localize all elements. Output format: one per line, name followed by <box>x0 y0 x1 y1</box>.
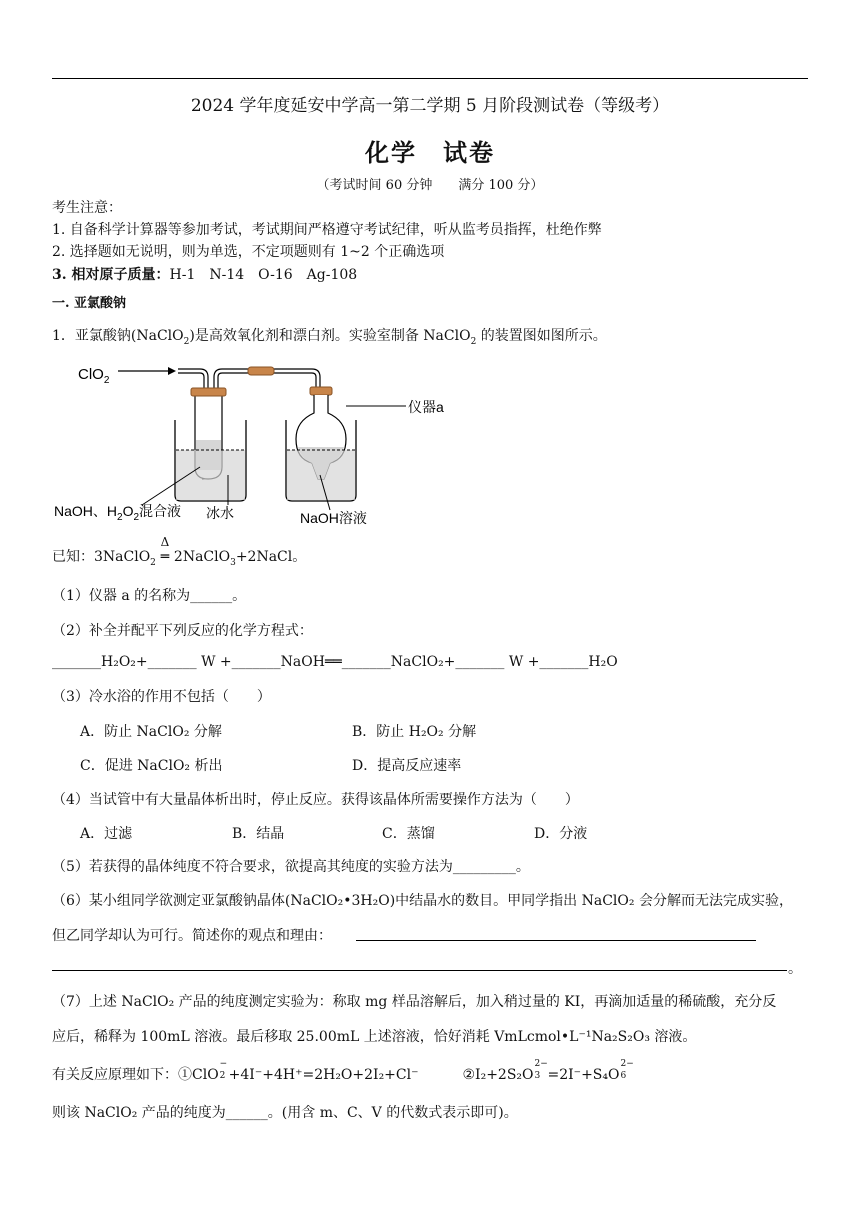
gas-arrow-head <box>168 367 176 375</box>
tetrathionate-charge: 2− <box>620 1059 634 1069</box>
q1-4-option-c: C．蒸馏 <box>382 826 435 842</box>
intro-part-c: 的装置图如图所示。 <box>476 328 607 344</box>
apparatus-diagram <box>50 355 470 530</box>
ice-water-fill <box>176 450 245 500</box>
header-rule <box>52 78 808 79</box>
question-1-5: （5）若获得的晶体纯度不符合要求，欲提高其纯度的实验方法为_________。 <box>52 859 530 875</box>
reaction-2-prefix: ②I₂+2S₂O <box>462 1067 534 1083</box>
q1-4-option-b: B．结晶 <box>232 826 285 842</box>
subject-title: 化学 试卷 <box>365 138 495 167</box>
question-1-2-equation: _______H₂O₂+_______ W +_______NaOH══_______NaClO₂+_______ W +_______H₂O <box>52 654 618 670</box>
question-1-1: （1）仪器 a 的名称为______。 <box>52 588 247 604</box>
question-1-3: （3）冷水浴的作用不包括（ ） <box>52 689 271 705</box>
mix-label: NaOH、$H_2O_2$混合液 <box>54 503 182 523</box>
known-equation: 已知：3NaClO$_2$ Δ ═ 2NaClO$_3$+2NaCl。 <box>52 535 307 568</box>
intro-part-a: 1．亚氯酸钠(NaClO <box>52 328 184 344</box>
school-title: 2024 学年度延安中学高一第二学期 5 月阶段测试卷（等级考） <box>190 96 670 116</box>
q1-4-option-d: D．分液 <box>534 826 588 842</box>
q1-3-option-a: A．防止 NaClO₂ 分解 <box>80 724 222 740</box>
notice-heading: 考生注意： <box>52 200 122 216</box>
notice-item-2: 2. 选择题如无说明，则为单选，不定项题则有 1~2 个正确选项 <box>52 244 445 260</box>
notice-item-3-values: H-1 N-14 O-16 Ag-108 <box>169 267 358 283</box>
reaction-2-rest: =2I⁻+S₄O <box>547 1067 620 1083</box>
rubber-joint <box>248 367 274 375</box>
thiosulfate-charge: 2− <box>534 1059 548 1069</box>
notice-item-3-label: 3. 相对原子质量： <box>52 267 170 283</box>
tetrathionate-sub: 6 <box>620 1071 627 1081</box>
section-heading: 一. 亚氯酸钠 <box>52 296 127 311</box>
thiosulfate-ion-charge <box>534 1059 548 1081</box>
question-1-intro: 1．亚氯酸钠(NaClO$_2$)是高效氧化剂和漂白剂。实验室制备 NaClO$_2$ 的装置图如图所示。 <box>52 328 607 347</box>
chlorite-charge: − <box>219 1059 228 1069</box>
q1-3-option-d: D．提高反应速率 <box>352 758 462 774</box>
tube-stopper <box>191 388 226 396</box>
known-prefix: 已知：3NaClO <box>52 549 151 565</box>
known-suffix-2: +2NaCl。 <box>235 549 307 565</box>
question-1-4: （4）当试管中有大量晶体析出时，停止反应。获得该晶体所需要操作方法为（ ） <box>52 792 579 808</box>
tetrathionate-ion-charge <box>619 1059 634 1081</box>
naoh-solution-label: NaOH溶液 <box>300 510 367 526</box>
clo2-label: ClO$_2$ <box>78 366 110 386</box>
q1-3-option-b: B．防止 H₂O₂ 分解 <box>352 724 477 740</box>
question-1-7-line-4: 则该 NaClO₂ 产品的纯度为______。(用含 m、C、V 的代数式表示即可)。 <box>52 1105 518 1121</box>
chlorite-ion-charge <box>219 1059 229 1081</box>
question-1-2: （2）补全并配平下列反应的化学方程式： <box>52 623 313 639</box>
chlorite-sub: 2 <box>219 1071 226 1081</box>
reaction-1-prefix: 有关反应原理如下：①ClO <box>52 1067 219 1083</box>
reaction-1-rest: +4I⁻+4H⁺=2H₂O+2I₂+Cl⁻ <box>228 1067 419 1083</box>
thiosulfate-sub: 3 <box>534 1071 541 1081</box>
known-suffix: 2NaClO <box>173 549 231 565</box>
ice-water-label: 冰水 <box>206 505 234 521</box>
question-1-7-line-1: （7）上述 NaClO₂ 产品的纯度测定实验为：称取 mg 样品溶解后，加入稍过量的 KI，再滴加适量的稀硫酸，充分反 <box>52 994 777 1010</box>
question-1-6-line-2: 但乙同学却认为可行。简述你的观点和理由： <box>52 928 332 944</box>
question-1-6-line-1: （6）某小组同学欲测定亚氯酸钠晶体(NaClO₂•3H₂O)中结晶水的数目。甲同学指出 NaClO₂ 会分解而无法完成实验， <box>52 893 793 909</box>
answer-blank-2 <box>52 970 787 971</box>
instrument-a-label: 仪器a <box>408 399 444 415</box>
question-1-7-line-2: 应后，稀释为 100mL 溶液。最后移取 25.00mL 上述溶液，恰好消耗 VmLcmol•L⁻¹Na₂S₂O₃ 溶液。 <box>52 1029 697 1045</box>
notice-item-1: 1. 自备科学计算器等参加考试，考试期间严格遵守考试纪律，听从监考员指挥，杜绝作弊 <box>52 222 602 238</box>
reaction-principles <box>52 1059 634 1084</box>
answer-blank-1 <box>356 940 756 941</box>
notice-item-3 <box>52 264 357 284</box>
flask-stopper <box>310 387 332 395</box>
intro-part-b: )是高效氧化剂和漂白剂。实验室制备 NaClO <box>189 328 471 344</box>
connecting-tube-inner <box>218 373 316 395</box>
exam-info: （考试时间 60 分钟 满分 100 分） <box>316 178 544 193</box>
equals-sign: ═ <box>160 549 170 565</box>
delta-symbol: Δ <box>160 535 170 549</box>
q1-3-option-c: C．促进 NaClO₂ 析出 <box>80 758 223 774</box>
naoh-fill <box>287 450 355 500</box>
delta-arrow <box>156 535 174 565</box>
answer-period: 。 <box>788 961 802 977</box>
q1-4-option-a: A．过滤 <box>80 826 133 842</box>
